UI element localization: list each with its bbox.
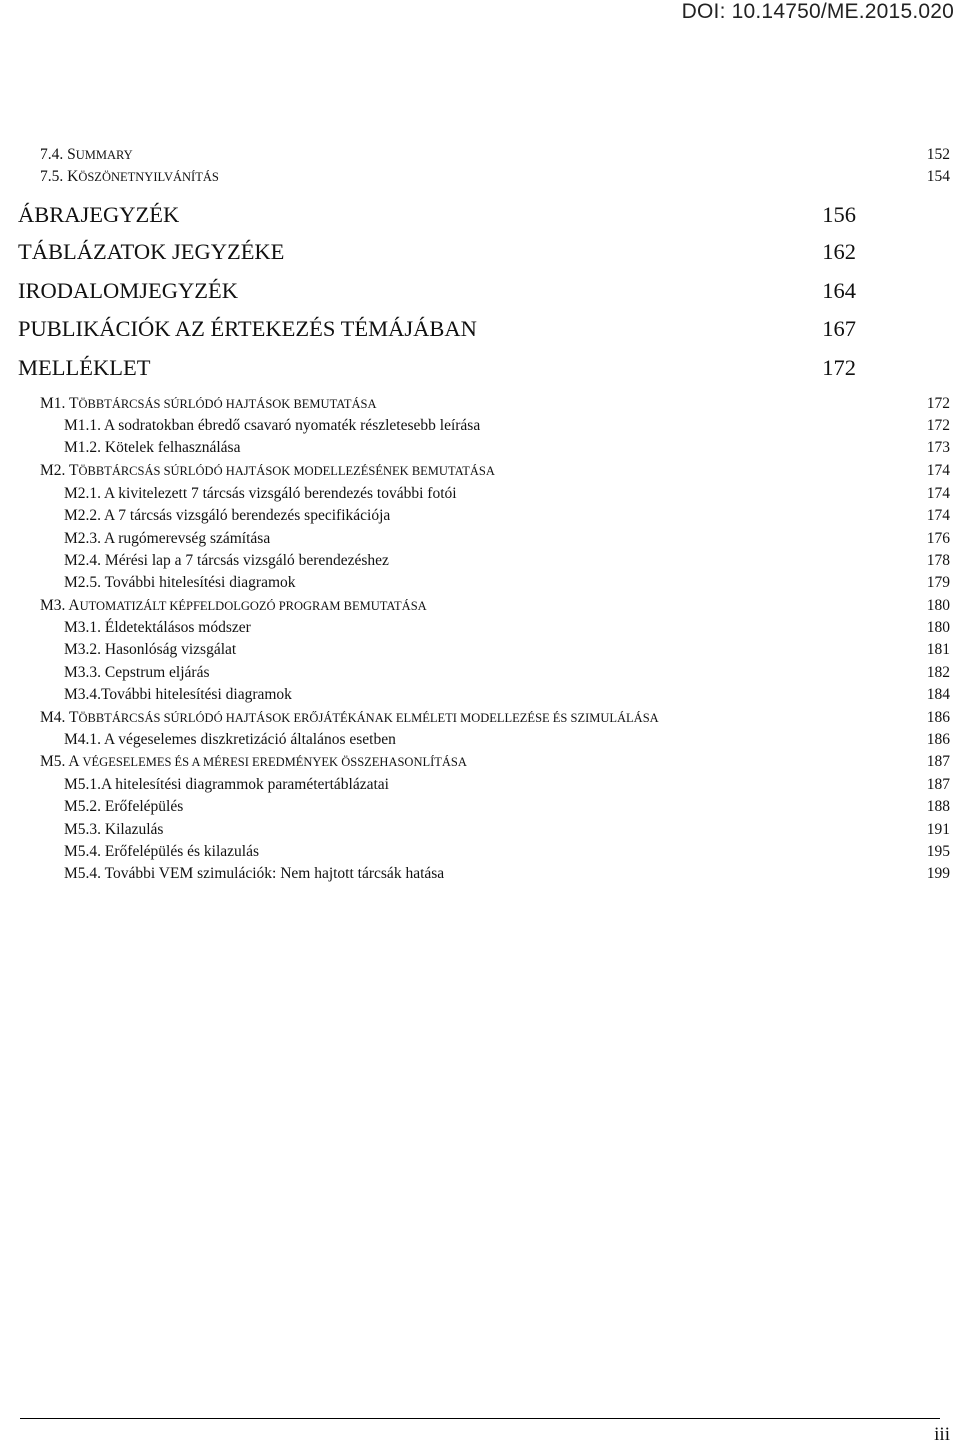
toc-chapter-abrajegyzek: ÁBRAJEGYZÉK [18, 202, 180, 227]
toc-appendix-m4-1: M4.1. A végeselemes diszkretizáció általános esetben [64, 731, 396, 748]
footer-divider [20, 1418, 940, 1419]
toc-appendix-page: 176 [926, 530, 950, 547]
toc-entry-7-4: 7.4. SUMMARY [40, 146, 133, 163]
toc-appendix-m3-1: M3.1. Éldetektálásos módszer [64, 619, 251, 636]
toc-chapter-page: 164 [822, 278, 856, 303]
toc-appendix-page: 184 [926, 686, 950, 703]
toc-appendix-m5: M5. A VÉGESELEMES ÉS A MÉRESI EREDMÉNYEK ÖSSZEHASONLÍTÁSA [40, 753, 467, 770]
toc-appendix-m2-3: M2.3. A rugómerevség számítása [64, 530, 271, 547]
toc-appendix-m5-4b: M5.4. További VEM szimulációk: Nem hajtott tárcsák hatása [64, 865, 445, 882]
toc-chapter-page: 167 [822, 316, 856, 341]
toc-appendix-m2-1: M2.1. A kivitelezett 7 tárcsás vizsgáló berendezés további fotói [64, 485, 457, 502]
toc-chapter-publikaciok: PUBLIKÁCIÓK AZ ÉRTEKEZÉS TÉMÁJÁBAN [18, 316, 477, 341]
toc-appendix-page: 173 [926, 439, 950, 456]
page-number: iii [934, 1424, 950, 1445]
toc-chapter-page: 172 [822, 355, 856, 380]
toc-appendix-page: 191 [926, 821, 950, 838]
toc-appendix-m3: M3. AUTOMATIZÁLT KÉPFELDOLGOZÓ PROGRAM BEMUTATÁSA [40, 597, 427, 614]
toc-appendix-page: 188 [926, 798, 950, 815]
toc-chapter-page: 162 [822, 239, 856, 264]
toc-appendix-page: 181 [926, 641, 950, 658]
toc-appendix-page: 186 [926, 731, 950, 748]
toc-appendix-m2-4: M2.4. Mérési lap a 7 tárcsás vizsgáló berendezéshez [64, 552, 389, 569]
toc-appendix-page: 179 [926, 574, 950, 591]
toc-appendix-m3-3: M3.3. Cepstrum eljárás [64, 664, 210, 681]
toc-appendix-m5-2: M5.2. Erőfelépülés [64, 798, 184, 815]
toc-appendix-m5-1: M5.1.A hitelesítési diagrammok paramétertáblázatai [64, 776, 389, 793]
toc-appendix-page: 195 [926, 843, 950, 860]
toc-chapter-melleklet: MELLÉKLET [18, 355, 151, 380]
toc-appendix-page: 186 [926, 709, 950, 726]
toc-appendix-m5-4: M5.4. Erőfelépülés és kilazulás [64, 843, 259, 860]
doi-header: DOI: 10.14750/ME.2015.020 [681, 0, 954, 23]
toc-chapter-tablazatok: TÁBLÁZATOK JEGYZÉKE [18, 239, 285, 264]
toc-appendix-page: 187 [926, 753, 950, 770]
toc-appendix-m1-2: M1.2. Kötelek felhasználása [64, 439, 241, 456]
toc-appendix-page: 174 [926, 507, 950, 524]
toc-page-7-4: 152 [926, 146, 950, 163]
toc-appendix-page: 172 [926, 417, 950, 434]
toc-appendix-m2-2: M2.2. A 7 tárcsás vizsgáló berendezés specifikációja [64, 507, 391, 524]
toc-appendix-m1: M1. TÖBBTÁRCSÁS SÚRLÓDÓ HAJTÁSOK BEMUTATÁSA [40, 395, 377, 412]
toc-appendix-page: 180 [926, 597, 950, 614]
toc-page-7-5: 154 [926, 168, 950, 185]
toc-appendix-page: 187 [926, 776, 950, 793]
toc-appendix-page: 199 [926, 865, 950, 882]
toc-appendix-m3-2: M3.2. Hasonlóság vizsgálat [64, 641, 237, 658]
toc-appendix-page: 180 [926, 619, 950, 636]
toc-appendix-m4: M4. TÖBBTÁRCSÁS SÚRLÓDÓ HAJTÁSOK ERŐJÁTÉKÁNAK ELMÉLETI MODELLEZÉSE ÉS SZIMULÁLÁSA [40, 709, 659, 726]
toc-appendix-m3-4: M3.4.További hitelesítési diagramok [64, 686, 292, 703]
toc-appendix-page: 174 [926, 462, 950, 479]
toc-appendix-page: 182 [926, 664, 950, 681]
toc-appendix-m2: M2. TÖBBTÁRCSÁS SÚRLÓDÓ HAJTÁSOK MODELLEZÉSÉNEK BEMUTATÁSA [40, 462, 495, 479]
toc-appendix-m2-5: M2.5. További hitelesítési diagramok [64, 574, 296, 591]
toc-appendix-page: 178 [926, 552, 950, 569]
toc-appendix-m5-3: M5.3. Kilazulás [64, 821, 164, 838]
toc-chapter-page: 156 [822, 202, 856, 227]
toc-chapter-irodalomjegyzek: IRODALOMJEGYZÉK [18, 278, 238, 303]
toc-entry-7-5: 7.5. KÖSZÖNETNYILVÁNÍTÁS [40, 168, 219, 185]
toc-appendix-m1-1: M1.1. A sodratokban ébredő csavaró nyomaték részletesebb leírása [64, 417, 481, 434]
toc-appendix-page: 174 [926, 485, 950, 502]
toc-appendix-page: 172 [926, 395, 950, 412]
